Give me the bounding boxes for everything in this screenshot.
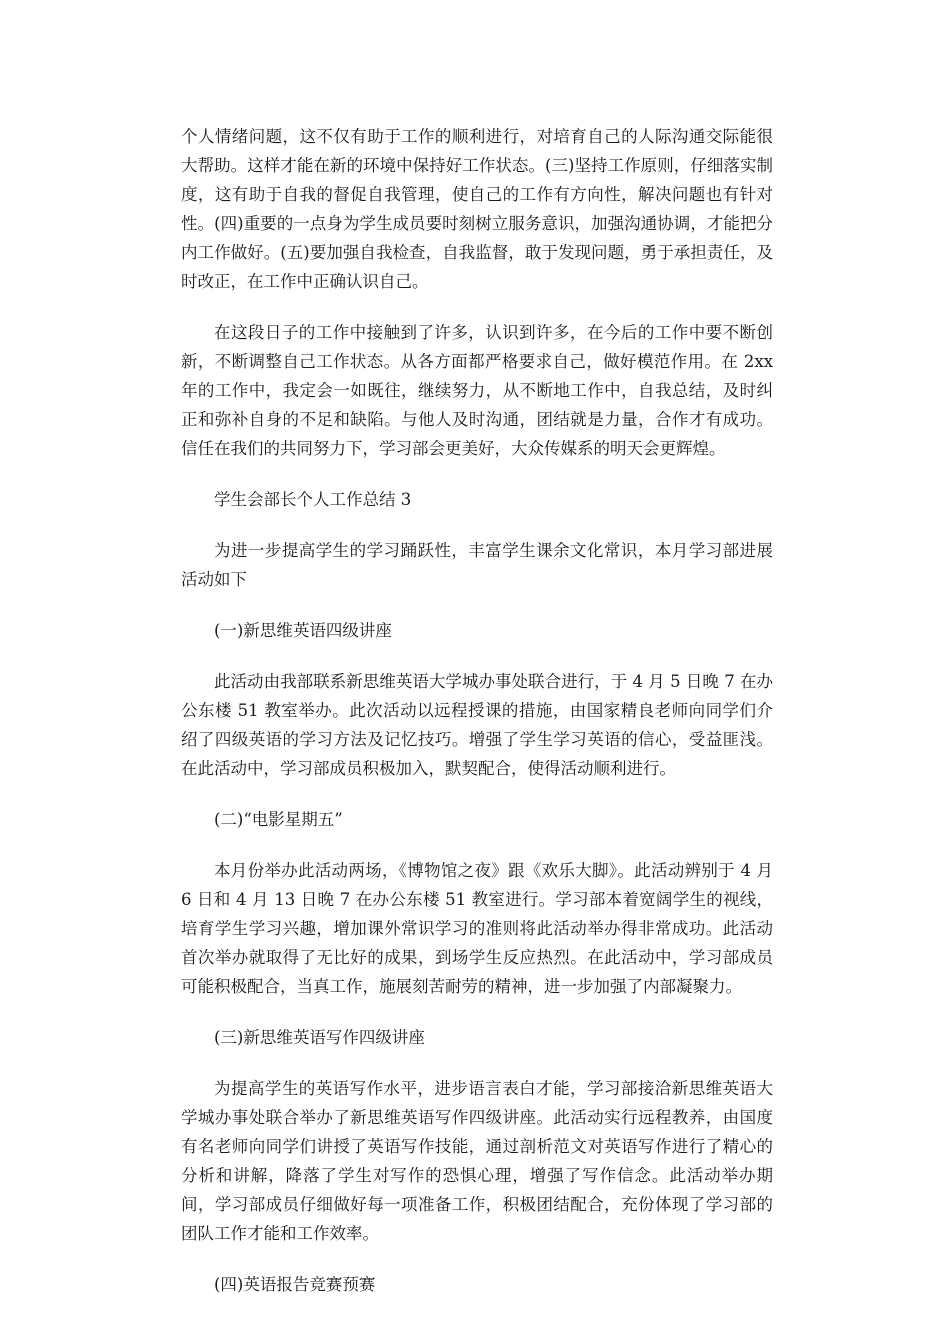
paragraph-outlook: 在这段日子的工作中接触到了许多，认识到许多，在今后的工作中要不断创新，不断调整自己工作状态。从各方面都严格要求自己，做好模范作用。在 2xx 年的工作中，我定会一如既往，继续努力，从不断地工作中，自我总结，及时纠正和弥补自身的不足和缺陷。与他人及时沟通，团结就是力量，合作才有成功。信任在我们的共同努力下，学习部会更美好，大众传媒系的明天会更辉煌。 xyxy=(181,323,773,458)
subheading-2: (二)“电影星期五” xyxy=(214,810,343,829)
paragraph-continuation: 个人情绪问题，这不仅有助于工作的顺利进行，对培育自己的人际沟通交际能很大帮助。这样才能在新的环境中保持好工作状态。(三)坚持工作原则，仔细落实制度，这有助于自我的督促自我管理，使自己的工作有方向性，解决问题也有针对性。(四)重要的一点身为学生成员要时刻树立服务意识，加强沟通协调，才能把分内工作做好。(五)要加强自我检查，自我监督，敢于发现问题，勇于承担责任，及时改正，在工作中正确认识自己。 xyxy=(181,127,773,291)
subheading-3: (三)新思维英语写作四级讲座 xyxy=(214,1028,425,1047)
paragraph-intro: 为进一步提高学生的学习踊跃性，丰富学生课余文化常识，本月学习部进展活动如下 xyxy=(181,541,773,589)
subheading-4: (四)英语报告竞赛预赛 xyxy=(214,1275,376,1294)
document-body xyxy=(181,122,773,1321)
paragraph-activity-2: 本月份举办此活动两场，《博物馆之夜》跟《欢乐大脚》。此活动辨别于 4 月 6 日和 4 月 13 日晚 7 在办公东楼 51 教室进行。学习部本着宽阔学生的视线，培育学生学习兴趣，增加课外常识学习的准则将此活动举办得非常成功。此活动首次举办就取得了无比好的成果，到场学生反应热烈。在此活动中，学习部成员可能积极配合，当真工作，施展刻苦耐劳的精神，进一步加强了内部凝聚力。 xyxy=(181,861,773,996)
paragraph-activity-3: 为提高学生的英语写作水平，进步语言表白才能，学习部接洽新思维英语大学城办事处联合举办了新思维英语写作四级讲座。此活动实行远程教养，由国度有名老师向同学们讲授了英语写作技能，通过剖析范文对英语写作进行了精心的分析和讲解，降落了学生对写作的恐惧心理，增强了写作信念。此活动举办期间，学习部成员仔细做好每一项准备工作，积极团结配合，充份体现了学习部的团队工作才能和工作效率。 xyxy=(181,1079,773,1243)
subheading-1: (一)新思维英语四级讲座 xyxy=(214,621,392,640)
section-title: 学生会部长个人工作总结 3 xyxy=(214,490,412,509)
paragraph-activity-1: 此活动由我部联系新思维英语大学城办事处联合进行，于 4 月 5 日晚 7 在办公东楼 51 教室举办。此次活动以远程授课的措施，由国家精良老师向同学们介绍了四级英语的学习方法及记忆技巧。增强了学生学习英语的信心，受益匪浅。在此活动中，学习部成员积极加入，默契配合，使得活动顺利进行。 xyxy=(181,672,773,778)
